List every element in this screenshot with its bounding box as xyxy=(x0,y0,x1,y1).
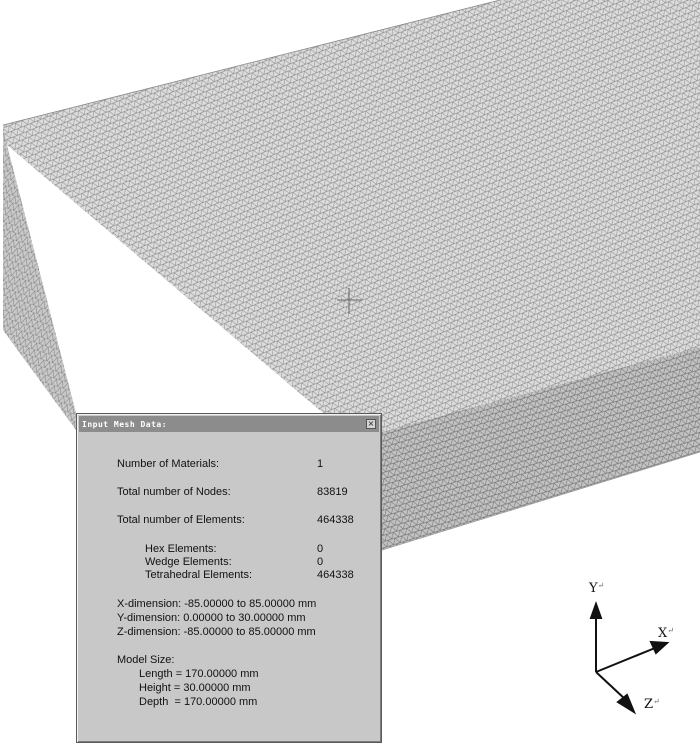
hex-value: 0 xyxy=(317,543,324,555)
wedge-label: Wedge Elements: xyxy=(145,556,232,568)
hex-label: Hex Elements: xyxy=(145,543,217,555)
nodes-value: 83819 xyxy=(317,486,348,498)
z-dimension: Z-dimension: -85.00000 to 85.00000 mm xyxy=(117,626,316,638)
x-axis-label: X↵ xyxy=(658,626,674,641)
length-value: Length = 170.00000 mm xyxy=(139,668,259,680)
materials-label: Number of Materials: xyxy=(117,458,220,470)
z-axis-label: Z↵ xyxy=(644,697,660,712)
input-mesh-data-dialog xyxy=(76,413,382,743)
depth-value: Depth = 170.00000 mm xyxy=(139,696,258,708)
tet-value: 464338 xyxy=(317,569,354,581)
wedge-value: 0 xyxy=(317,556,324,568)
x-dimension: X-dimension: -85.00000 to 85.00000 mm xyxy=(117,598,317,610)
nodes-label: Total number of Nodes: xyxy=(117,486,231,498)
tet-label: Tetrahedral Elements: xyxy=(145,569,252,581)
return-mark: ↵ xyxy=(667,626,674,635)
return-mark: ↵ xyxy=(653,697,660,706)
axis-triad-icon xyxy=(591,604,667,712)
return-mark: ↵ xyxy=(597,581,605,590)
elements-label: Total number of Elements: xyxy=(117,514,245,526)
close-icon[interactable]: × xyxy=(367,419,375,428)
materials-value: 1 xyxy=(317,458,324,470)
dialog-titlebar[interactable] xyxy=(79,416,379,432)
model-size-label: Model Size: xyxy=(117,654,175,666)
y-dimension: Y-dimension: 0.00000 to 30.00000 mm xyxy=(117,612,306,624)
height-value: Height = 30.00000 mm xyxy=(139,682,251,694)
y-axis-label: Y↵ xyxy=(589,581,605,596)
dialog-title: Input Mesh Data: xyxy=(82,419,168,429)
elements-value: 464338 xyxy=(317,514,354,526)
